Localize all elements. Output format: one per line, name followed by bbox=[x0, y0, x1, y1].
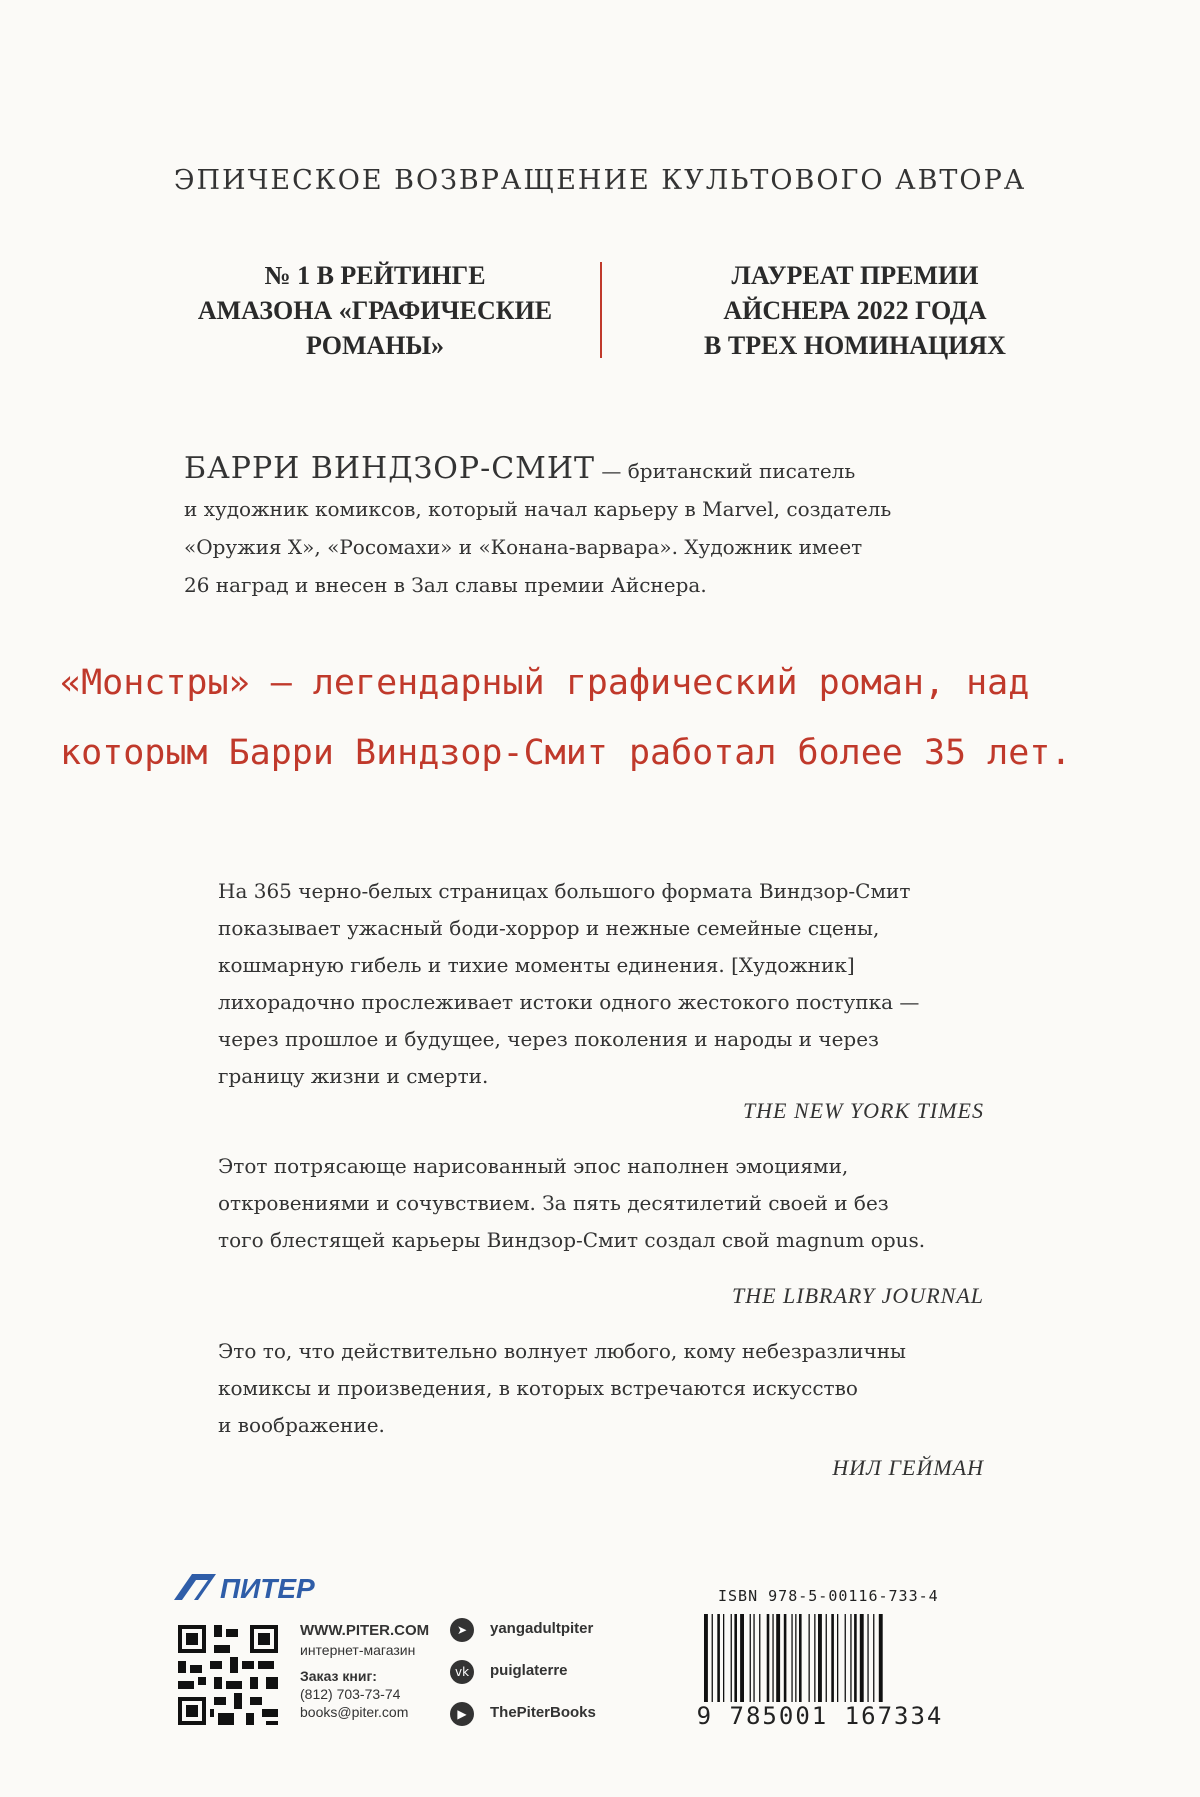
review-library-journal bbox=[218, 1148, 990, 1259]
review-gaiman bbox=[218, 1333, 990, 1444]
order-email-link[interactable]: books@piter.com bbox=[300, 1704, 409, 1720]
order-phone[interactable]: (812) 703-73-74 bbox=[300, 1686, 401, 1702]
review-source: THE LIBRARY JOURNAL bbox=[731, 1283, 984, 1308]
youtube-link[interactable]: ThePiterBooks bbox=[490, 1704, 596, 1721]
award-amazon-line: РОМАНЫ» bbox=[305, 331, 445, 360]
publisher-logo-text: ПИТЕР bbox=[220, 1573, 315, 1604]
award-eisner bbox=[665, 258, 1045, 363]
review-line: и воображение. bbox=[218, 1413, 385, 1437]
bio-line: «Оружия Х», «Росомахи» и «Конана-варвара». Художник имеет bbox=[184, 535, 863, 559]
publisher-site-link[interactable]: WWW.PITER.COM bbox=[300, 1622, 430, 1639]
pull-quote bbox=[60, 648, 1150, 788]
publisher-shop-label: интернет-магазин bbox=[300, 1642, 416, 1658]
review-line: Это то, что действительно волнует любого, кому небезразличны bbox=[218, 1339, 906, 1363]
qr-code[interactable] bbox=[178, 1625, 278, 1725]
award-amazon bbox=[185, 258, 565, 363]
review-line: кошмарную гибель и тихие моменты единения. [Художник] bbox=[218, 953, 855, 977]
vk-link[interactable]: puiglaterre bbox=[490, 1662, 568, 1679]
pull-quote-line: «Монстры» — легендарный графический роман, над bbox=[60, 663, 1030, 703]
review-line: через прошлое и будущее, через поколения и народы и через bbox=[218, 1027, 879, 1051]
review-source: THE NEW YORK TIMES bbox=[742, 1098, 984, 1123]
bio-line: и художник комиксов, который начал карьеру в Marvel, создатель bbox=[184, 497, 892, 521]
order-label: Заказ книг: bbox=[300, 1668, 377, 1684]
author-name: БАРРИ ВИНДЗОР-СМИТ bbox=[184, 451, 596, 486]
award-amazon-line: АМАЗОНА «ГРАФИЧЕСКИЕ bbox=[197, 296, 553, 325]
review-line: показывает ужасный боди-хоррор и нежные семейные сцены, bbox=[218, 916, 880, 940]
pull-quote-line: которым Барри Виндзор-Смит работал более 35 лет. bbox=[60, 733, 1072, 773]
review-line: комиксы и произведения, в которых встречаются искусство bbox=[218, 1376, 858, 1400]
award-eisner-line: АЙСНЕРА 2022 ГОДА bbox=[723, 296, 987, 325]
review-nyt bbox=[218, 873, 990, 1095]
award-divider bbox=[600, 262, 602, 358]
review-line: лихорадочно прослеживает истоки одного жестокого поступка — bbox=[218, 990, 920, 1014]
award-eisner-line: В ТРЕХ НОМИНАЦИЯХ bbox=[704, 331, 1006, 360]
review-line: Этот потрясающе нарисованный эпос наполнен эмоциями, bbox=[218, 1154, 849, 1178]
publisher-logo bbox=[172, 1568, 342, 1606]
review-line: того блестящей карьеры Виндзор-Смит создал свой magnum opus. bbox=[218, 1228, 926, 1252]
award-eisner-line: ЛАУРЕАТ ПРЕМИИ bbox=[731, 261, 979, 290]
telegram-icon[interactable]: ➤ bbox=[450, 1618, 474, 1642]
barcode-digits: 9 785001 167334 bbox=[694, 1702, 946, 1730]
review-line: границу жизни и смерти. bbox=[218, 1064, 489, 1088]
review-source: НИЛ ГЕЙМАН bbox=[832, 1455, 984, 1480]
tagline: ЭПИЧЕСКОЕ ВОЗВРАЩЕНИЕ КУЛЬТОВОГО АВТОРА bbox=[173, 165, 1027, 196]
review-line: откровениями и сочувствием. За пять десятилетий своей и без bbox=[218, 1191, 889, 1215]
vk-icon[interactable]: vk bbox=[450, 1660, 474, 1684]
isbn-number: ISBN 978-5-00116-733-4 bbox=[718, 1587, 939, 1605]
author-bio bbox=[184, 450, 984, 604]
award-amazon-line: № 1 В РЕЙТИНГЕ bbox=[264, 261, 486, 290]
review-line: На 365 черно-белых страницах большого формата Виндзор-Смит bbox=[218, 879, 911, 903]
telegram-link[interactable]: yangadultpiter bbox=[490, 1620, 594, 1637]
bio-line: 26 наград и внесен в Зал славы премии Айснера. bbox=[184, 573, 707, 597]
bio-line: — британский писатель bbox=[595, 459, 856, 483]
play-icon[interactable]: ▶ bbox=[450, 1702, 474, 1726]
